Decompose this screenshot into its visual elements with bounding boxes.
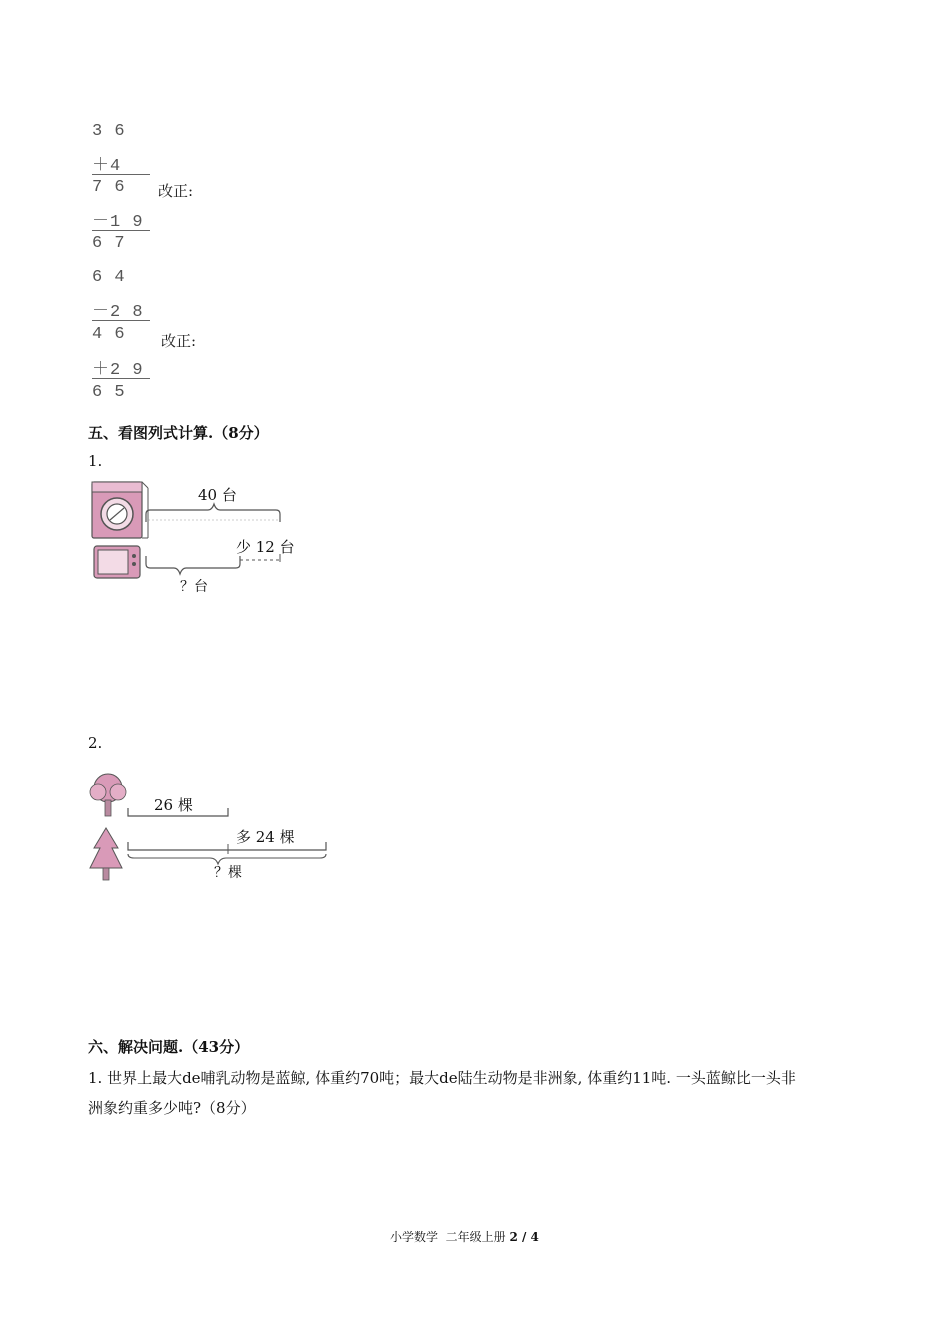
line-more xyxy=(128,842,326,850)
brace-unknown xyxy=(146,556,240,574)
calc2-divider-2 xyxy=(92,378,150,379)
calc2-row-3: 4 6 xyxy=(92,325,126,344)
label-unknown-2: ？棵 xyxy=(214,865,242,881)
calc1-divider-1 xyxy=(92,174,150,175)
calc1-row-3: 7 6 xyxy=(92,178,126,197)
calc1-divider-2 xyxy=(92,230,150,231)
section6-title: 六、解决问题.（43分） xyxy=(88,1038,250,1056)
label-unknown-1: ？台 xyxy=(180,579,208,595)
section6-q1-line1: 1. 世界上最大de哺乳动物是蓝鲸, 体重约70吨；最大de陆生动物是非洲象, 体重约11吨. 一头蓝鲸比一头非 xyxy=(88,1069,796,1087)
section6-q1-line2: 洲象约重多少吨?（8分） xyxy=(88,1099,256,1117)
television-icon xyxy=(94,546,140,578)
calc2-divider-1 xyxy=(92,320,150,321)
calc1-row-2: ＋4 xyxy=(92,157,122,176)
calc1-row-4: －1 9 xyxy=(92,213,144,232)
section5-title: 五、看图列式计算.（8分） xyxy=(88,424,269,442)
label-more: 多 24 棵 xyxy=(236,828,295,846)
washing-machine-icon xyxy=(92,482,148,538)
round-tree-icon xyxy=(90,774,126,816)
calc2-correction-label: 改正: xyxy=(161,332,197,350)
page-footer xyxy=(390,1228,539,1245)
label-total: 40 台 xyxy=(198,486,237,504)
figure-trees xyxy=(86,770,330,886)
footer-page-number: 2 / 4 xyxy=(509,1230,539,1244)
calc2-row-4: ＋2 9 xyxy=(92,361,144,380)
brace-total xyxy=(146,504,280,522)
calc1-correction-label: 改正: xyxy=(158,182,194,200)
label-26: 26 棵 xyxy=(154,796,193,814)
section5-q1-number: 1. xyxy=(88,452,103,470)
calc1-row-1: 3 6 xyxy=(92,122,126,141)
section5-q2-number: 2. xyxy=(88,734,103,752)
footer-subject: 小学数学 二年级上册 xyxy=(390,1230,510,1244)
label-less: 少 12 台 xyxy=(236,538,295,556)
pine-tree-icon xyxy=(90,828,122,880)
calc2-row-1: 6 4 xyxy=(92,268,126,287)
calc2-row-2: －2 8 xyxy=(92,303,144,322)
calc1-row-5: 6 7 xyxy=(92,234,126,253)
figure-washer-tv xyxy=(88,476,328,600)
calc2-row-5: 6 5 xyxy=(92,383,126,402)
